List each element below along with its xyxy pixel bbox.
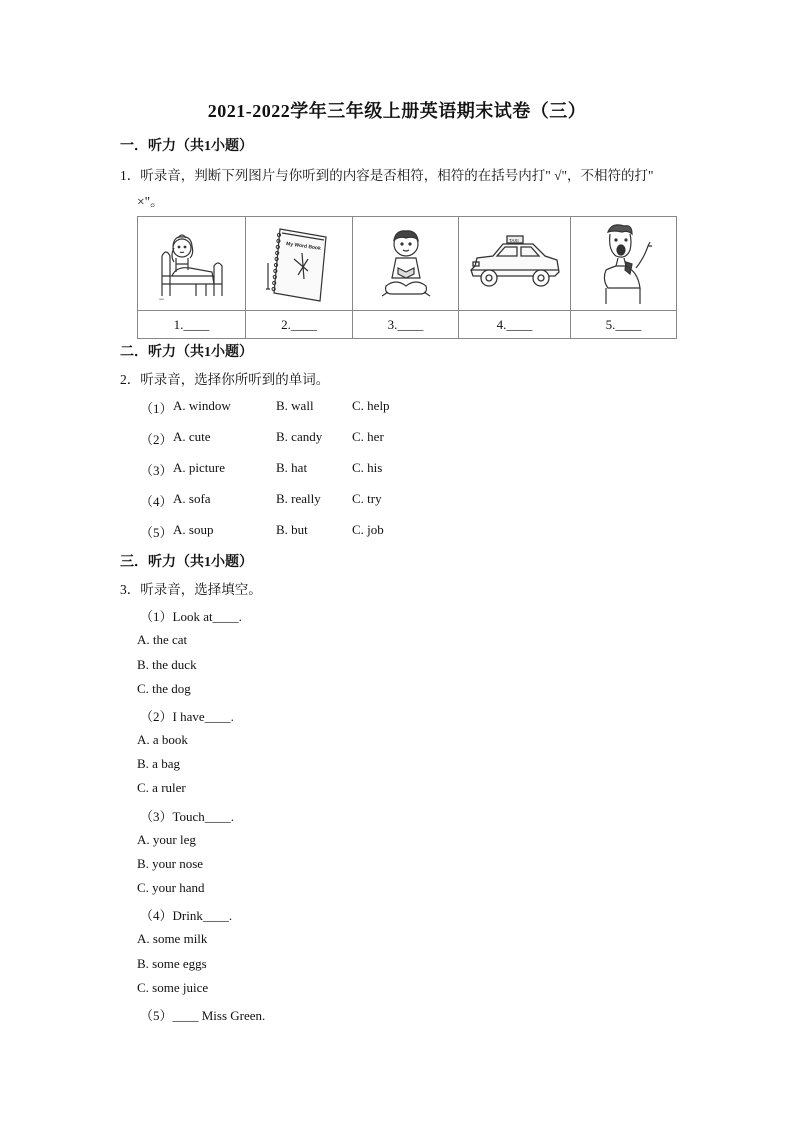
question-stem: （5）____ Miss Green.	[140, 1008, 266, 1023]
blank-1[interactable]: 1.____	[138, 311, 246, 339]
picture-table	[137, 216, 677, 339]
picture-cell-1	[138, 217, 246, 311]
item-number: （4）	[140, 494, 173, 509]
option-c[interactable]: C. your hand	[137, 880, 205, 895]
word-book-icon	[264, 223, 334, 305]
picture-cell-4	[459, 217, 571, 311]
question-stem: （1）Look at____.	[140, 609, 242, 624]
section2-question: 2．听录音，选择你所听到的单词。	[120, 372, 330, 387]
question-stem: （4）Drink____.	[140, 908, 233, 923]
option-b[interactable]: B. some eggs	[137, 956, 207, 971]
option-b[interactable]: B. your nose	[137, 856, 204, 871]
item-number: （1）	[140, 401, 173, 416]
option-b[interactable]: B. wall	[276, 398, 314, 413]
option-b[interactable]: B. but	[276, 522, 308, 537]
svg-text:My Word Book: My Word Book	[285, 240, 322, 252]
option-a[interactable]: A. some milk	[137, 931, 208, 946]
section1-question-line1: 1．听录音，判断下列图片与你听到的内容是否相符，相符的在括号内打" √"，不相符的打"	[120, 168, 654, 183]
question-stem: （3）Touch____.	[140, 809, 235, 824]
blank-5[interactable]: 5.____	[571, 311, 677, 339]
option-b[interactable]: B. really	[276, 491, 321, 506]
option-a[interactable]: A. the cat	[137, 632, 188, 647]
option-b[interactable]: B. hat	[276, 460, 308, 475]
section1-question-line2: ×"。	[137, 194, 164, 209]
option-c[interactable]: C. some juice	[137, 980, 209, 995]
section2-heading: 二．听力（共1小题）	[120, 345, 253, 360]
option-a[interactable]: A. a book	[137, 732, 188, 747]
option-a[interactable]: A. sofa	[173, 491, 211, 506]
item-number: （2）	[140, 432, 173, 447]
item-number: （5）	[140, 525, 173, 540]
option-b[interactable]: B. the duck	[137, 657, 197, 672]
blank-4[interactable]: 4.____	[459, 311, 571, 339]
blank-2[interactable]: 2.____	[246, 311, 353, 339]
question-stem: （2）I have____.	[140, 709, 234, 724]
picture-cell-3	[353, 217, 459, 311]
svg-text:ooo: ooo	[158, 296, 164, 301]
girl-in-bed-icon	[156, 226, 228, 302]
picture-cell-5	[571, 217, 677, 311]
option-c[interactable]: C. his	[352, 460, 383, 475]
blank-3[interactable]: 3.____	[353, 311, 459, 339]
option-a[interactable]: A. window	[173, 398, 231, 413]
page-title: 2021-2022学年三年级上册英语期末试卷（三）	[207, 101, 587, 121]
option-a[interactable]: A. cute	[173, 429, 211, 444]
section3-question: 3．听录音，选择填空。	[120, 582, 262, 597]
option-b[interactable]: B. candy	[276, 429, 323, 444]
section3-heading: 三．听力（共1小题）	[120, 555, 253, 570]
option-a[interactable]: A. soup	[173, 522, 214, 537]
option-c[interactable]: C. a ruler	[137, 780, 186, 795]
option-c[interactable]: C. try	[352, 491, 382, 506]
option-c[interactable]: C. the dog	[137, 681, 191, 696]
option-a[interactable]: A. picture	[173, 460, 225, 475]
option-c[interactable]: C. job	[352, 522, 384, 537]
option-c[interactable]: C. help	[352, 398, 390, 413]
picture-cell-2	[246, 217, 353, 311]
svg-text:TAXI: TAXI	[508, 237, 519, 243]
option-a[interactable]: A. your leg	[137, 832, 196, 847]
section1-heading: 一．听力（共1小题）	[120, 139, 253, 154]
boy-reading-icon	[376, 226, 436, 302]
option-c[interactable]: C. her	[352, 429, 384, 444]
taxi-icon	[467, 232, 563, 296]
item-number: （3）	[140, 463, 173, 478]
singing-man-icon	[592, 222, 656, 306]
option-b[interactable]: B. a bag	[137, 756, 180, 771]
